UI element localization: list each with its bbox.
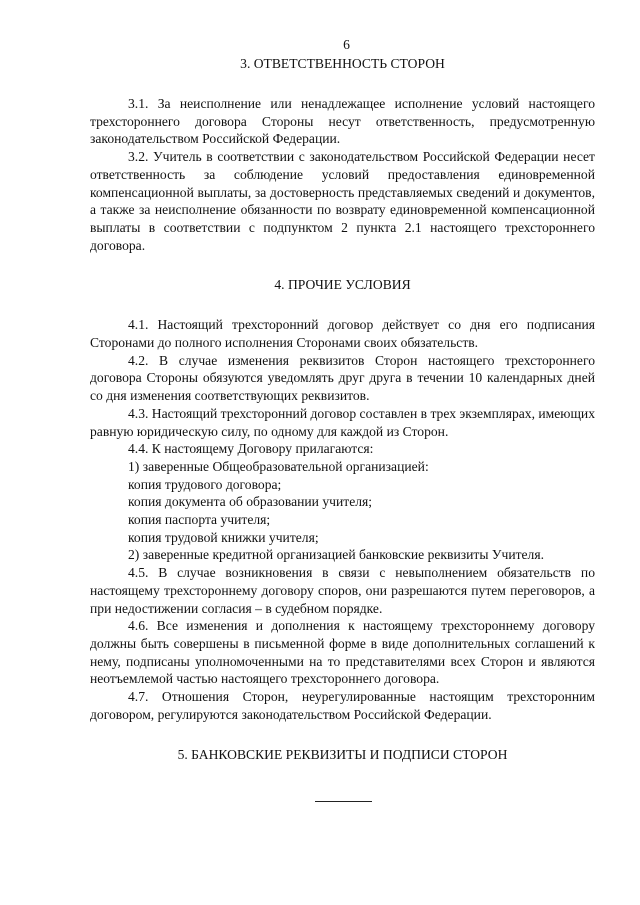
- clause-4-6: 4.6. Все изменения и дополнения к настоящему трехстороннему договору должны быть совершены в письменной форме в виде дополнительных соглашений к нему, подписаны уполномоченными на то представителями всех Сторон и являются неотъемлемой частью настоящего трехстороннего договора.: [90, 618, 595, 687]
- spacer: [90, 724, 595, 746]
- attachment-item: копия документа об образовании учителя;: [128, 494, 373, 510]
- clause-4-4-intro: 4.4. К настоящему Договору прилагаются:: [128, 441, 374, 457]
- clause-4-5: 4.5. В случае возникновения в связи с невыполнением обязательств по настоящему трехстороннему договору споров, они разрешаются путем переговоров, а при недостижении согласия – в судебном порядке.: [90, 565, 595, 616]
- section-title-4: 4. ПРОЧИЕ УСЛОВИЯ: [274, 277, 411, 293]
- section-title-3: 3. ОТВЕТСТВЕННОСТЬ СТОРОН: [240, 56, 445, 71]
- clause-4-3: 4.3. Настоящий трехсторонний договор составлен в трех экземплярах, имеющих равную юридическую силу, по одному для каждой из Сторон.: [90, 405, 595, 439]
- spacer: [90, 294, 595, 316]
- footnote-separator-line: [315, 801, 372, 802]
- spacer: [90, 254, 595, 276]
- page-number: 6: [343, 37, 350, 52]
- attachment-group-2-title: 2) заверенные кредитной организацией банковские реквизиты Учителя.: [128, 547, 544, 563]
- section-title-5: 5. БАНКОВСКИЕ РЕКВИЗИТЫ И ПОДПИСИ СТОРОН: [177, 746, 508, 762]
- attachment-item: копия трудового договора;: [128, 476, 282, 492]
- clause-4-7: 4.7. Отношения Сторон, неурегулированные настоящим трехсторонним договором, регулируются законодательством Российской Федерации.: [90, 689, 595, 722]
- spacer: [90, 73, 595, 95]
- attachment-item: копия трудовой книжки учителя;: [128, 529, 319, 545]
- clause-3-1: 3.1. За неисполнение или ненадлежащее исполнение условий настоящего трехстороннего договора Стороны несут ответственность, предусмотренную законодательством Российской Федерации.: [90, 96, 595, 147]
- attachment-item: копия паспорта учителя;: [128, 512, 271, 528]
- clause-4-2: 4.2. В случае изменения реквизитов Сторон настоящего трехстороннего договора Стороны обязуются уведомлять друг друга в течении 10 календарных дней со дня изменения соответствующих реквизитов.: [90, 352, 595, 404]
- clause-3-2: 3.2. Учитель в соответствии с законодательством Российской Федерации несет ответственность за соблюдение условий предоставления единовременной компенсационной выплаты, за достоверность представляемых сведений и документов, а также за неисполнение обязанности по возврату единовременной компенсационной выплаты в соответствии с подпунктом 2 пункта 2.1 настоящего трехстороннего договора.: [90, 149, 595, 253]
- attachment-group-1-title: 1) заверенные Общеобразовательной организацией:: [128, 458, 429, 474]
- clause-4-1: 4.1. Настоящий трехсторонний договор действует со дня его подписания Сторонами до полного исполнения Сторонами своих обязательств.: [90, 317, 595, 351]
